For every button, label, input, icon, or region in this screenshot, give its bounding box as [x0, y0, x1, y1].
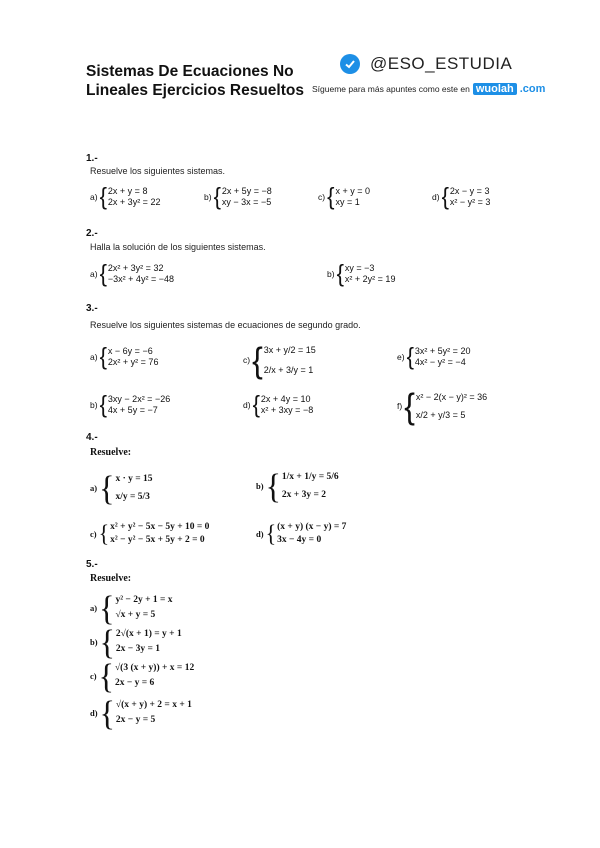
brace-icon: {: [99, 390, 107, 419]
system-3a: [90, 342, 159, 371]
system-3e: [397, 342, 471, 371]
item-label: b): [90, 400, 98, 410]
wuolah-logo: wuolah: [473, 83, 517, 95]
system-4c: [90, 521, 209, 547]
item-label: c): [90, 671, 97, 681]
item-label: b): [327, 269, 335, 279]
equation: y² − 2y + 1 = x: [115, 595, 173, 605]
verified-badge-icon: [340, 54, 360, 74]
section-5-number: 5.-: [86, 559, 98, 570]
equation: xy − 3x = −5: [221, 197, 272, 207]
item-label: a): [90, 352, 98, 362]
section-5-instruction: Resuelve:: [90, 573, 132, 584]
brace-icon: {: [99, 588, 115, 628]
item-label: a): [90, 192, 98, 202]
brace-icon: {: [99, 342, 107, 371]
equation: 2x − 3y = 1: [115, 644, 160, 654]
author-handle-row: [340, 54, 512, 74]
equation: 2x² + 3y² = 32: [107, 263, 164, 273]
brace-icon: {: [99, 182, 107, 211]
section-2-instruction: Halla la solución de los siguientes sistemas.: [90, 242, 266, 252]
system-4a: [90, 470, 153, 506]
equation: 1/x + 1/y = 5/6: [281, 472, 339, 482]
equation: √x + y = 5: [115, 610, 156, 620]
section-1-instruction: Resuelve los siguientes sistemas.: [90, 166, 226, 176]
equation: xy = 1: [335, 197, 360, 207]
equation: 3xy − 2x² = −26: [107, 394, 171, 404]
equation: x² + 3xy = −8: [260, 405, 314, 415]
equation: x + y = 0: [335, 186, 370, 196]
brace-icon: {: [99, 468, 115, 508]
system-1d: [432, 182, 491, 211]
brace-icon: {: [336, 259, 344, 288]
item-label: e): [397, 352, 405, 362]
item-label: a): [90, 483, 98, 493]
equation: x/y = 5/3: [115, 492, 150, 502]
item-label: b): [204, 192, 212, 202]
equation: (x + y) (x − y) = 7: [277, 522, 347, 532]
equation: 2x − y = 5: [115, 715, 156, 725]
equation: 2x + 5y = −8: [221, 186, 272, 196]
system-2b: [327, 259, 396, 288]
equation: −3x² + 4y² = −48: [107, 274, 174, 284]
equation: 2x + y = 8: [107, 186, 148, 196]
equation: x/2 + y/3 = 5: [415, 410, 466, 420]
equation: 2/x + 3/y = 1: [263, 365, 314, 375]
brace-icon: {: [441, 182, 449, 211]
equation: x² + y² − 5x − 5y + 10 = 0: [110, 522, 210, 532]
equation: 2x + 3y = 2: [281, 490, 326, 500]
item-label: a): [90, 603, 98, 613]
equation: x² − y² − 5x + 5y + 2 = 0: [110, 535, 205, 545]
equation: x² − y² = 3: [449, 197, 491, 207]
equation: 4x + 5y = −7: [107, 405, 158, 415]
section-4-number: 4.-: [86, 432, 98, 443]
brace-icon: {: [99, 622, 115, 662]
system-5d: [90, 693, 192, 733]
brace-icon: {: [98, 519, 110, 548]
system-5a: [90, 588, 173, 628]
equation: x² − 2(x − y)² = 36: [415, 392, 488, 402]
equation: √(3 (x + y)) + x = 12: [114, 663, 195, 673]
wuolah-promo: [312, 83, 545, 95]
page-title: [86, 62, 304, 100]
equation: √(x + y) + 2 = x + 1: [115, 700, 192, 710]
equation: 4x² − y² = −4: [414, 357, 466, 367]
system-3b: [90, 390, 171, 419]
item-label: d): [256, 529, 264, 539]
brace-icon: {: [252, 390, 260, 419]
equation: 2x + 3y² = 22: [107, 197, 161, 207]
item-label: c): [318, 192, 326, 202]
system-5c: [90, 656, 195, 696]
brace-icon: {: [98, 656, 114, 696]
section-4-instruction: Resuelve:: [90, 447, 132, 458]
system-1a: [90, 182, 161, 211]
equation: 2x + 4y = 10: [260, 394, 311, 404]
item-label: c): [243, 355, 251, 365]
system-4b: [256, 468, 339, 504]
brace-icon: {: [404, 386, 415, 426]
wuolah-domain: .com: [519, 83, 546, 95]
brace-icon: {: [213, 182, 221, 211]
brace-icon: {: [327, 182, 335, 211]
system-2a: [90, 259, 174, 288]
title-line-2: Lineales Ejercicios Resueltos: [86, 82, 304, 99]
title-line-1: Sistemas De Ecuaciones No: [86, 63, 294, 80]
item-label: d): [432, 192, 440, 202]
brace-icon: {: [252, 340, 263, 380]
equation: x · y = 15: [115, 474, 153, 484]
author-handle: @ESO_ESTUDIA: [370, 54, 513, 73]
system-4d: [256, 521, 346, 547]
item-label: d): [90, 708, 98, 718]
item-label: a): [90, 269, 98, 279]
item-label: b): [90, 637, 98, 647]
item-label: c): [90, 529, 97, 539]
section-3-instruction: Resuelve los siguientes sistemas de ecuaciones de segundo grado.: [90, 320, 361, 330]
equation: 3x + y/2 = 15: [263, 345, 316, 355]
system-3d: [243, 390, 314, 419]
brace-icon: {: [265, 519, 277, 548]
equation: 3x − 4y = 0: [277, 535, 322, 545]
item-label: f): [397, 401, 403, 411]
section-1-number: 1.-: [86, 153, 98, 164]
item-label: b): [256, 481, 264, 491]
item-label: d): [243, 400, 251, 410]
section-3-number: 3.-: [86, 303, 98, 314]
equation: 2√(x + 1) = y + 1: [115, 629, 182, 639]
system-1b: [204, 182, 272, 211]
equation: 3x² + 5y² = 20: [414, 346, 471, 356]
system-1c: [318, 182, 370, 211]
system-3f: [397, 388, 487, 424]
system-3c: [243, 340, 316, 380]
brace-icon: {: [99, 259, 107, 288]
system-5b: [90, 622, 182, 662]
brace-icon: {: [265, 466, 281, 506]
equation: x² + 2y² = 19: [344, 274, 396, 284]
equation: xy = −3: [344, 263, 375, 273]
equation: 2x − y = 6: [114, 678, 155, 688]
equation: 2x² + y² = 76: [107, 357, 159, 367]
section-2-number: 2.-: [86, 228, 98, 239]
brace-icon: {: [406, 342, 414, 371]
brace-icon: {: [99, 693, 115, 733]
equation: 2x − y = 3: [449, 186, 490, 196]
equation: x − 6y = −6: [107, 346, 153, 356]
promo-text: Sígueme para más apuntes como este en: [312, 84, 470, 94]
